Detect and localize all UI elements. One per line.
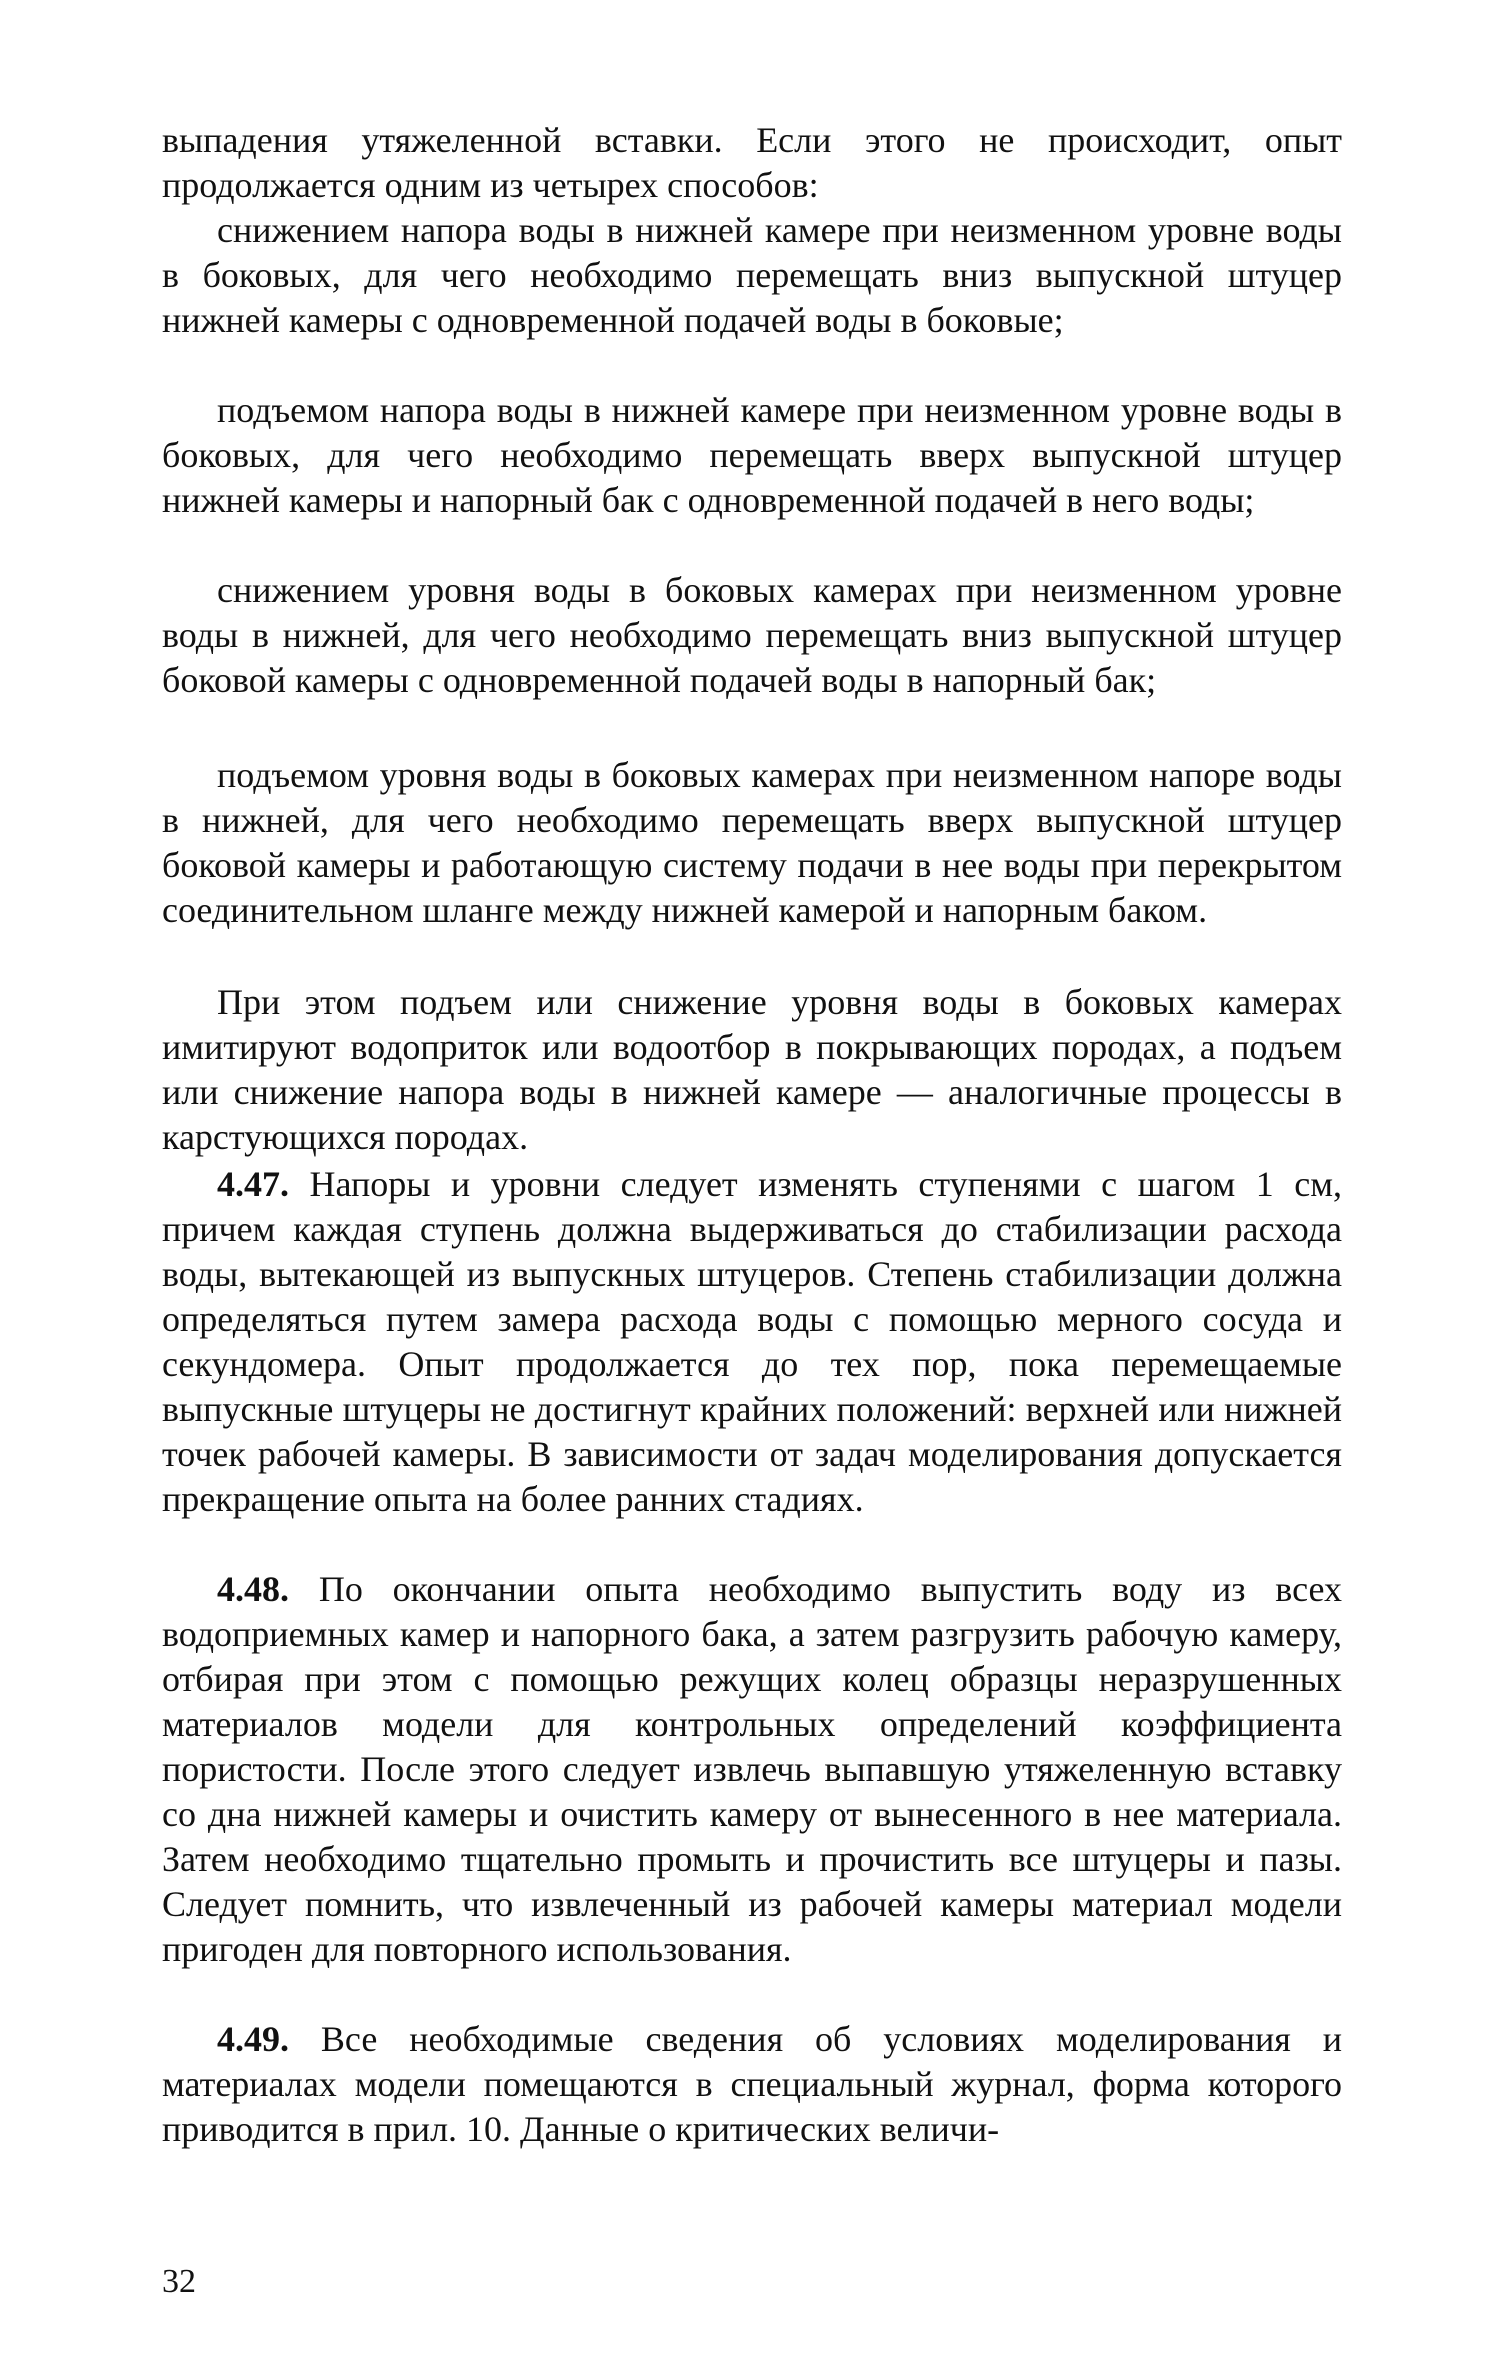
paragraph-text: подъемом напора воды в нижней камере при неизменном уровне воды в боковых, для чего необходимо перемещать вверх выпускной штуцер нижней камеры и напорный бак с одновременной подачей в него воды; xyxy=(162,390,1342,520)
paragraph-number: 4.49. xyxy=(217,2019,289,2059)
paragraph-intro xyxy=(162,118,1342,208)
paragraph-text: При этом подъем или снижение уровня воды в боковых камерах имитируют водоприток или водоотбор в покрывающих породах, а подъем или снижение напора воды в нижней камере — аналогичные процессы в карстующихся породах. xyxy=(162,982,1342,1157)
paragraph-text: подъемом уровня воды в боковых камерах при неизменном напоре воды в нижней, для чего необходимо перемещать вверх выпускной штуцер боковой камеры и работающую систему подачи в нее воды при перекрытом соединительном шланге между нижней камерой и напорным баком. xyxy=(162,755,1342,930)
paragraph-method-1 xyxy=(162,208,1342,343)
paragraph-text: выпадения утяжеленной вставки. Если этого не происходит, опыт продолжается одним из четырех способов: xyxy=(162,120,1342,205)
paragraph-4-48 xyxy=(162,1567,1342,1972)
paragraph-4-49 xyxy=(162,2017,1342,2152)
paragraph-number: 4.48. xyxy=(217,1569,289,1609)
paragraph-4-47 xyxy=(162,1162,1342,1522)
paragraph-number: 4.47. xyxy=(217,1164,289,1204)
paragraph-method-3 xyxy=(162,568,1342,703)
paragraph-method-2 xyxy=(162,388,1342,523)
paragraph-method-4 xyxy=(162,753,1342,933)
paragraph-note xyxy=(162,980,1342,1160)
paragraph-text: Все необходимые сведения об условиях моделирования и материалах модели помещаются в специальный журнал, форма которого приводится в прил. 10. Данные о критических величи- xyxy=(162,2019,1342,2149)
paragraph-text: снижением уровня воды в боковых камерах при неизменном уровне воды в нижней, для чего необходимо перемещать вниз выпускной штуцер боковой камеры с одновременной подачей воды в напорный бак; xyxy=(162,570,1342,700)
paragraph-text: Напоры и уровни следует изменять ступенями с шагом 1 см, причем каждая ступень должна выдерживаться до стабилизации расхода воды, вытекающей из выпускных штуцеров. Степень стабилизации должна определяться путем замера расхода воды с помощью мерного сосуда и секундомера. Опыт продолжается до тех пор, пока перемещаемые выпускные штуцеры не достигнут крайних положений: верхней или нижней точек рабочей камеры. В зависимости от задач моделирования допускается прекращение опыта на более ранних стадиях. xyxy=(162,1164,1343,1519)
paragraph-text: По окончании опыта необходимо выпустить воду из всех водоприемных камер и напорного бака, а затем разгрузить рабочую камеру, отбирая при этом с помощью режущих колец образцы неразрушенных материалов модели для контрольных определений коэффициента пористости. После этого следует извлечь выпавшую утяжеленную вставку со дна нижней камеры и очистить камеру от вынесенного в нее материала. Затем необходимо тщательно промыть и прочистить все штуцеры и пазы. Следует помнить, что извлеченный из рабочей камеры материал модели пригоден для повторного использования. xyxy=(162,1569,1343,1969)
paragraph-text: снижением напора воды в нижней камере при неизменном уровне воды в боковых, для чего необходимо перемещать вниз выпускной штуцер нижней камеры с одновременной подачей воды в боковые; xyxy=(162,210,1342,340)
page-number: 32 xyxy=(162,2263,196,2300)
